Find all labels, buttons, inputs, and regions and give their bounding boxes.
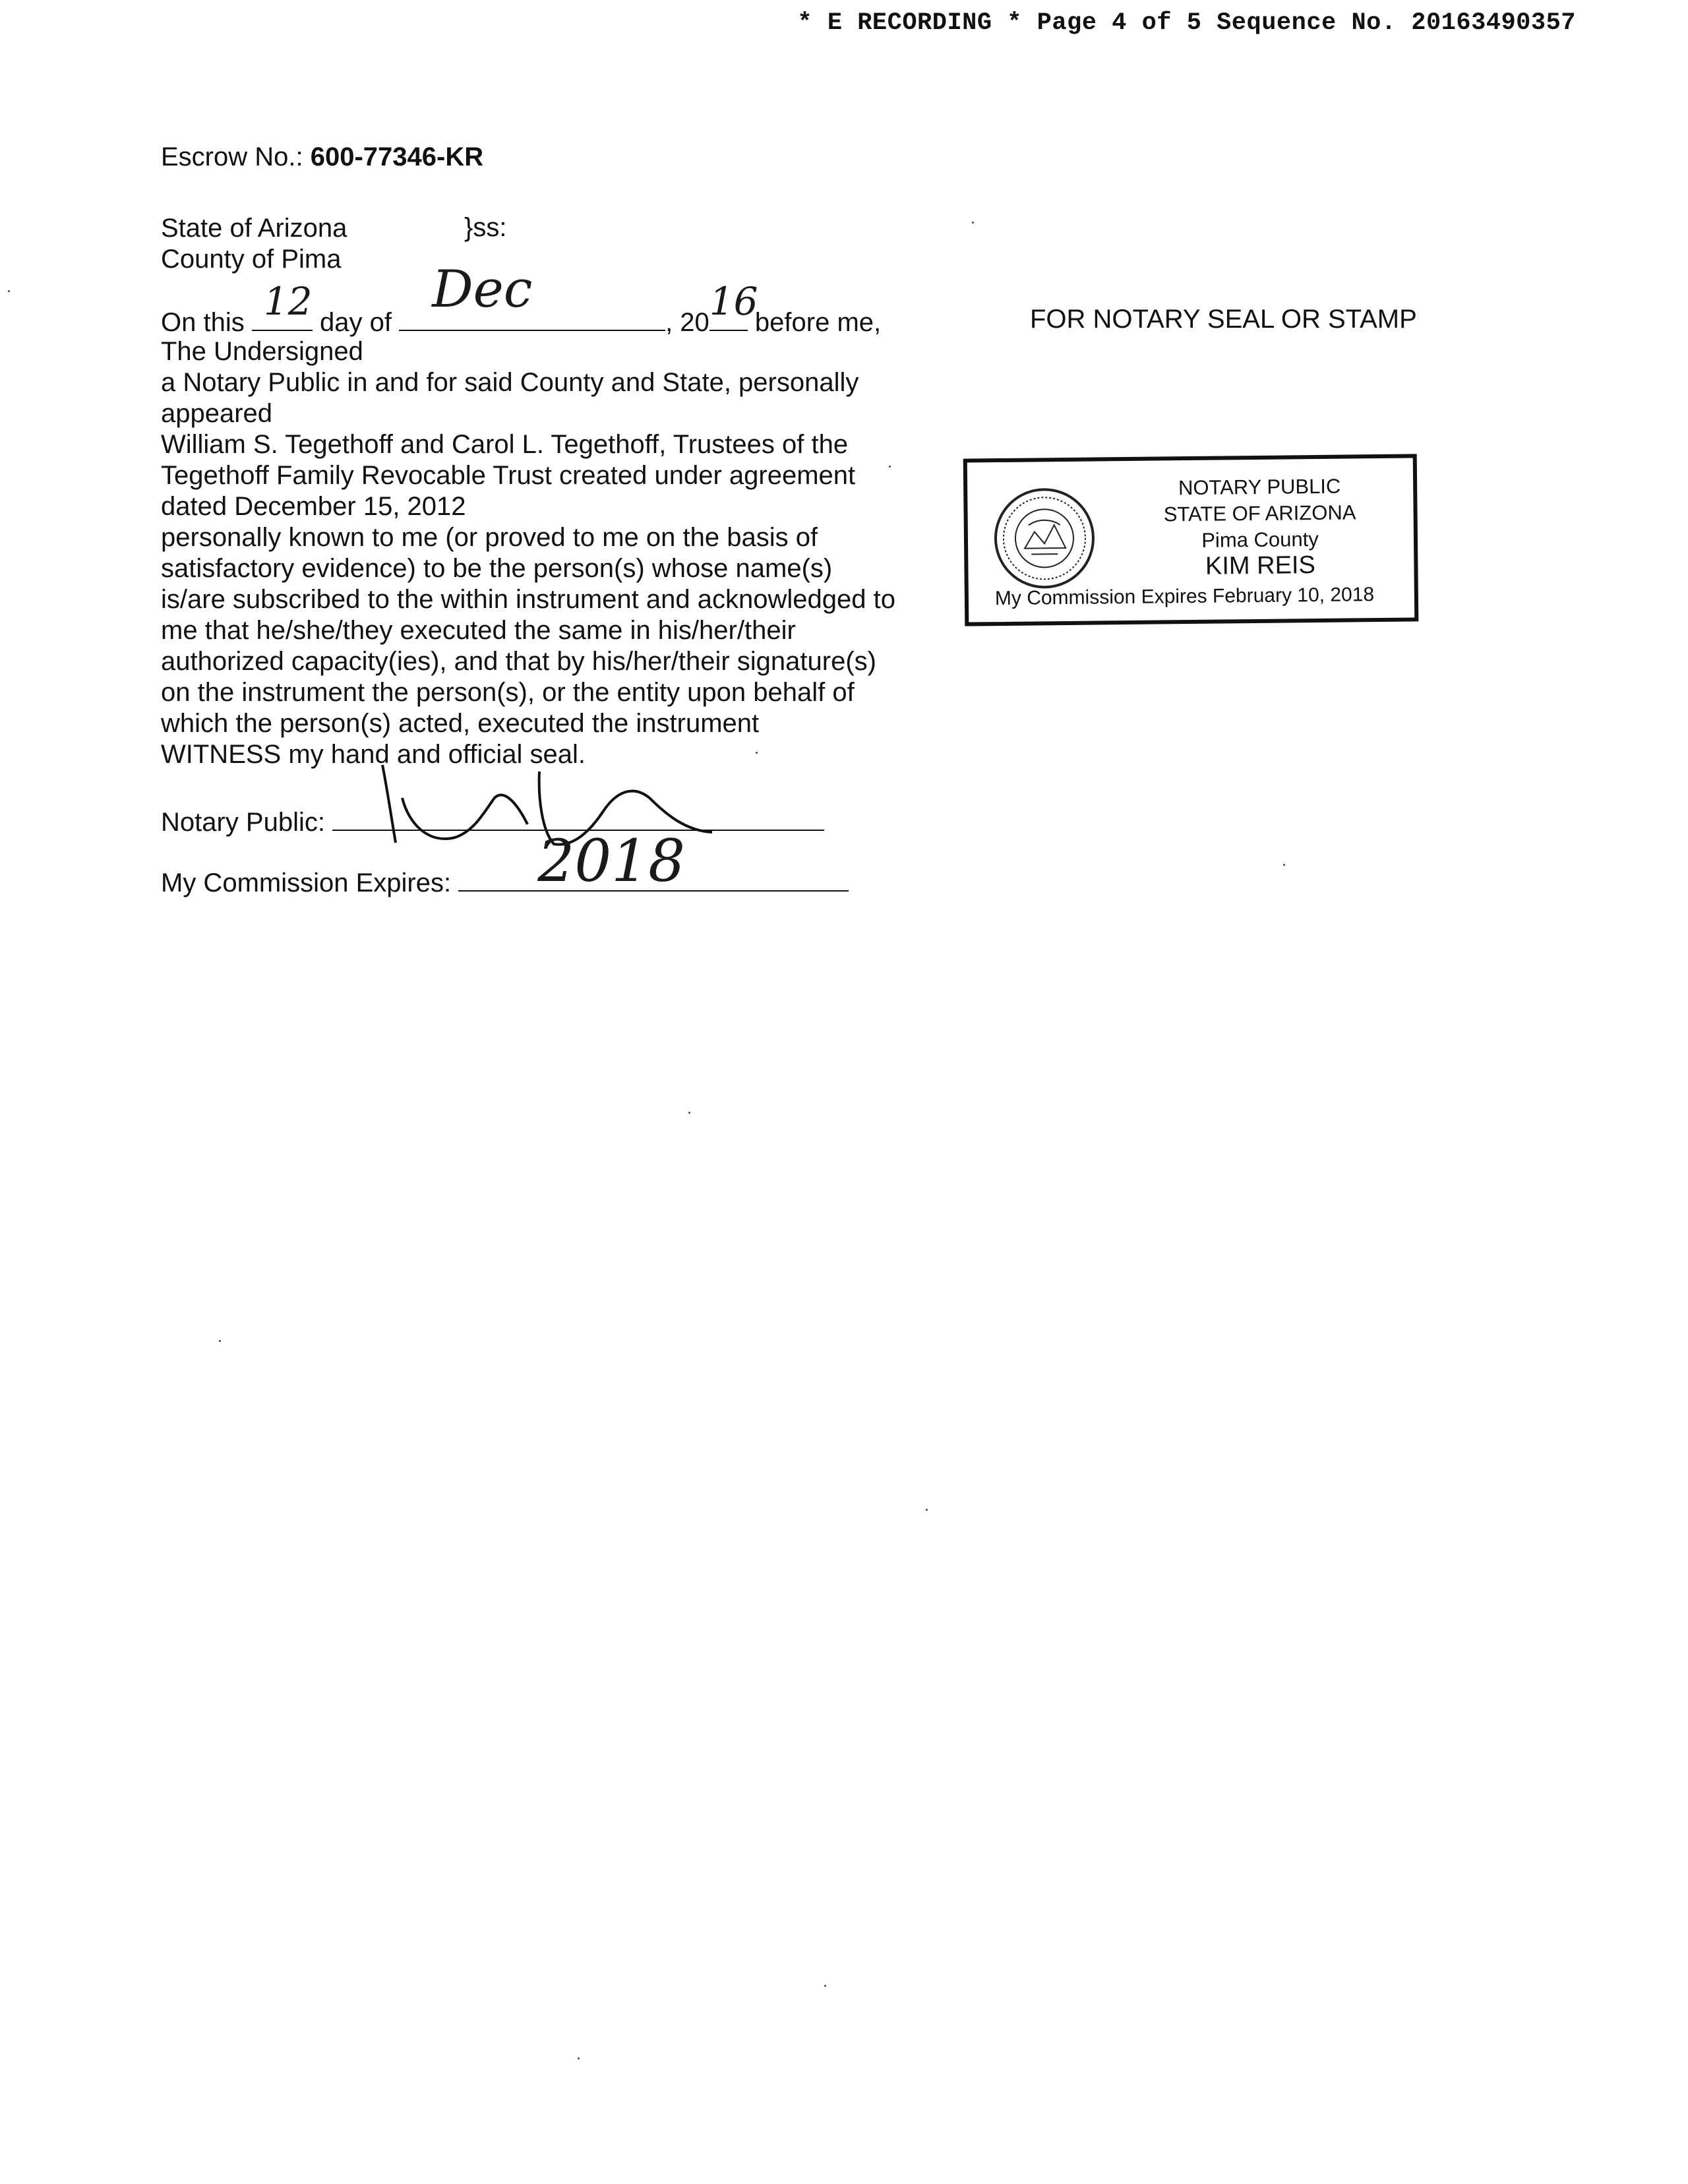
venue-state: State of Arizona [161, 214, 347, 243]
scan-speck [1283, 864, 1285, 866]
commission-handwriting: 2018 [537, 827, 686, 895]
stamp-line-3: Pima County [1201, 527, 1319, 552]
day-blank [252, 279, 313, 331]
stamp-line-2: STATE OF ARIZONA [1163, 501, 1356, 526]
escrow-value: 600-77346-KR [310, 142, 484, 171]
scan-speck [578, 2057, 580, 2059]
recording-header: * E RECORDING * Page 4 of 5 Sequence No. 20163490357 [797, 9, 1576, 37]
year-handwriting: 16 [709, 279, 758, 324]
ack-line: WITNESS my hand and official seal. [161, 740, 586, 769]
ack-line: satisfactory evidence) to be the person(s) whose name(s) [161, 554, 833, 583]
scan-speck [756, 752, 758, 754]
commission-label: My Commission Expires: [161, 868, 452, 897]
scan-speck [824, 1985, 826, 1987]
ack-line: which the person(s) acted, executed the instrument [161, 709, 760, 738]
ack-line: Tegethoff Family Revocable Trust created under agreement [161, 461, 856, 490]
ack-line: William S. Tegethoff and Carol L. Tegethoff, Trustees of the [161, 430, 849, 459]
venue-ss: }ss: [464, 213, 507, 242]
state-seal-icon [991, 485, 1098, 592]
ack-line: dated December 15, 2012 [161, 492, 466, 521]
escrow-number [161, 142, 483, 172]
escrow-label: Escrow No.: [161, 142, 303, 171]
scan-speck [219, 1340, 221, 1342]
ack-line: a Notary Public in and for said County and State, personally [161, 368, 859, 397]
commission-line [458, 827, 849, 895]
ack-line: appeared [161, 399, 273, 428]
year-blank [709, 279, 758, 331]
seal-area-label: FOR NOTARY SEAL OR STAMP [1030, 305, 1417, 334]
scan-speck [889, 466, 891, 468]
venue-county: County of Pima [161, 245, 342, 274]
ack-line: is/are subscribed to the within instrument and acknowledged to [161, 585, 895, 614]
on-this-text: On this [161, 308, 245, 337]
ack-line: on the instrument the person(s), or the entity upon behalf of [161, 678, 855, 707]
scan-speck [688, 1112, 690, 1114]
commission-row [161, 827, 849, 898]
scan-speck [926, 1509, 928, 1511]
stamp-line-1: NOTARY PUBLIC [1178, 474, 1341, 500]
day-of-text: day of [319, 308, 392, 337]
month-handwriting: Dec [432, 260, 533, 319]
stamp-notary-name: KIM REIS [1205, 551, 1316, 580]
year-prefix-text: , 20 [665, 308, 709, 337]
ack-line: The Undersigned [161, 337, 363, 366]
acknowledgment-date-line [161, 260, 882, 338]
notary-public-label: Notary Public: [161, 808, 325, 837]
ack-line: me that he/she/they executed the same in his/her/their [161, 616, 796, 645]
acknowledgment-paragraph [161, 336, 895, 770]
stamp-expiration: My Commission Expires February 10, 2018 [994, 584, 1375, 610]
scan-speck [972, 222, 974, 224]
before-me-text: before me, [754, 308, 882, 337]
day-handwriting: 12 [263, 279, 313, 324]
scan-speck [8, 290, 10, 292]
ack-line: personally known to me (or proved to me on the basis of [161, 523, 818, 552]
notary-stamp [963, 454, 1419, 626]
month-blank [399, 260, 665, 331]
ack-line: authorized capacity(ies), and that by his/her/their signature(s) [161, 647, 876, 676]
